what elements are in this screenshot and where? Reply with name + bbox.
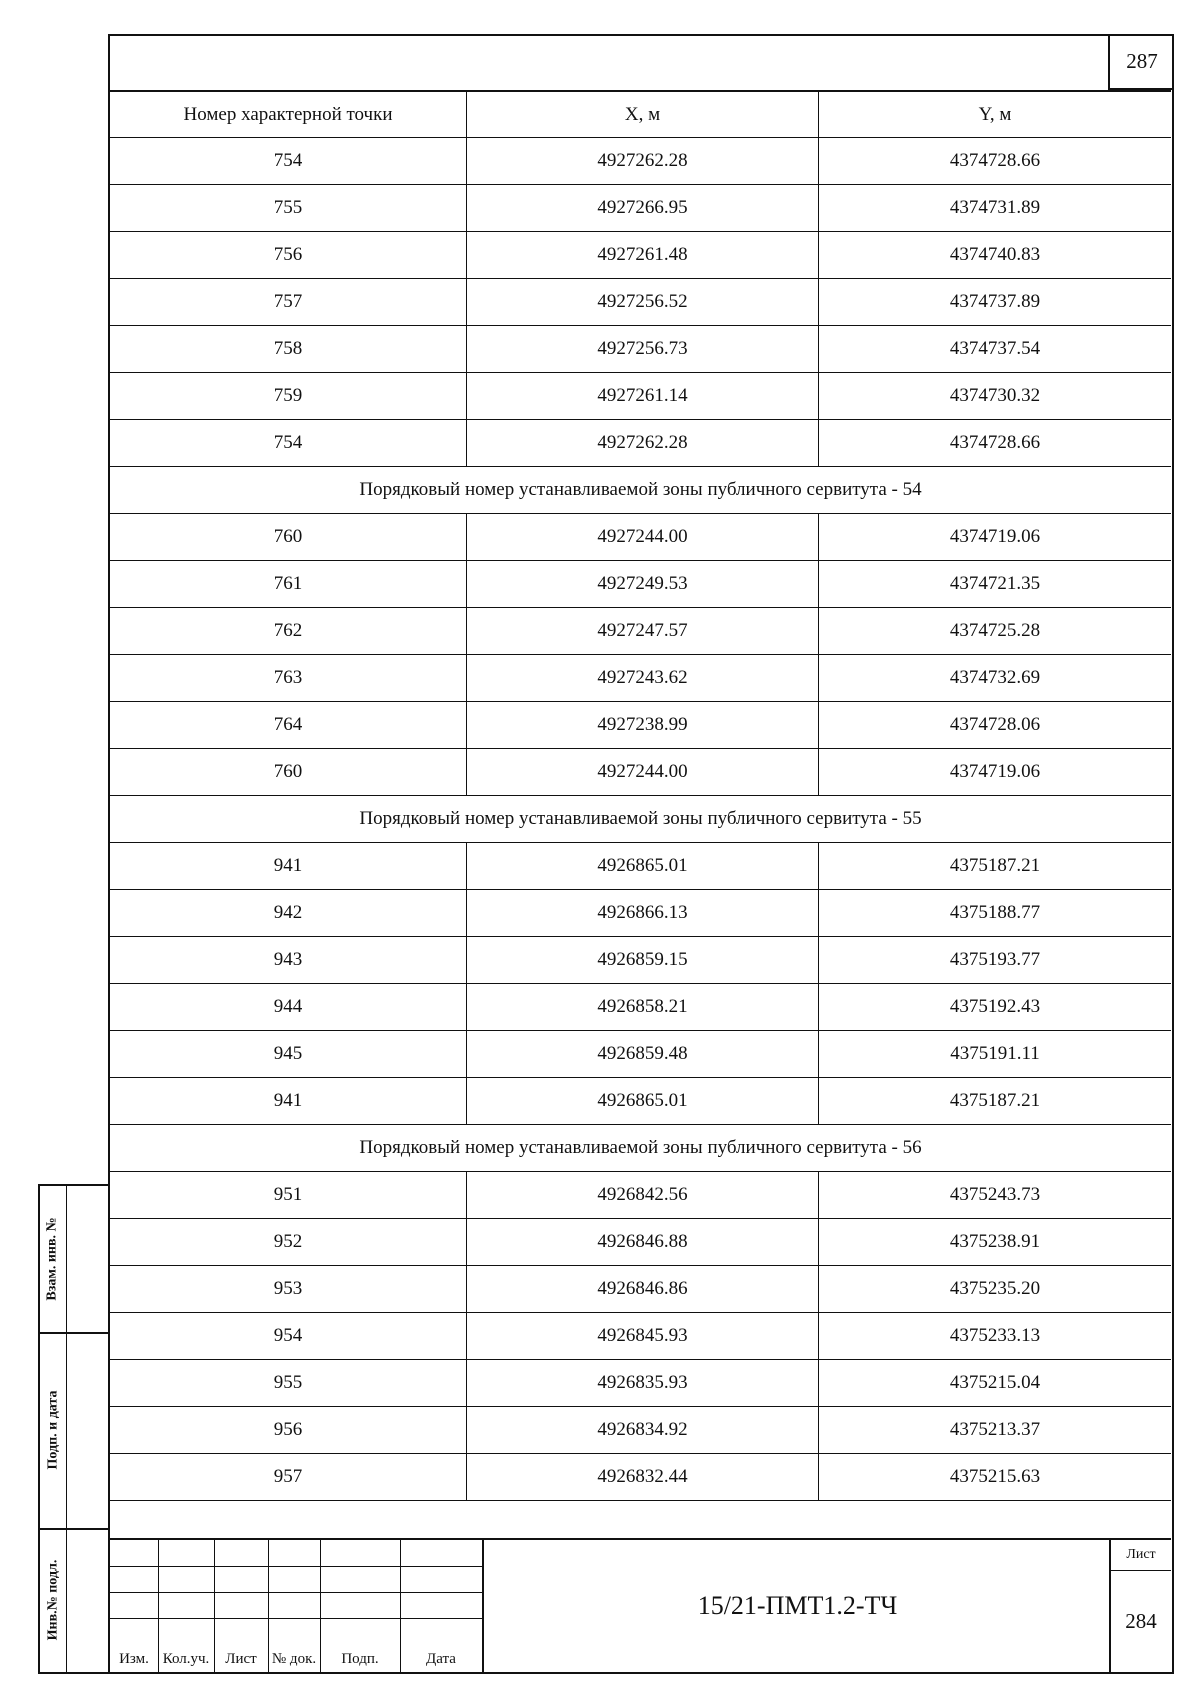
cell-x: 4926865.01: [466, 843, 818, 889]
drawing-frame: [108, 34, 1174, 1674]
cell-point-number: 957: [273, 1466, 303, 1487]
stamp-col-list: Лист: [225, 1651, 257, 1667]
cell-y: 4375188.77: [818, 890, 1171, 936]
header-point-number: Номер характерной точки: [183, 103, 393, 125]
cell-y: 4374728.06: [818, 702, 1171, 748]
cell-x: 4927256.73: [466, 326, 818, 372]
cell-x: 4926859.48: [466, 1031, 818, 1077]
cell-y: 4375191.11: [818, 1031, 1171, 1077]
cell-x: 4926859.15: [466, 937, 818, 983]
table-row: [110, 1030, 1171, 1077]
table-row: [110, 1453, 1171, 1500]
cell-point-number: 761: [273, 573, 303, 594]
cell-y: 4375193.77: [818, 937, 1171, 983]
cell-y: 4374732.69: [818, 655, 1171, 701]
cell-x: 4927256.52: [466, 279, 818, 325]
table-row: [110, 137, 1171, 184]
cell-x: 4927244.00: [466, 749, 818, 795]
table-row: [110, 278, 1171, 325]
stamp-col-izm: Изм.: [119, 1651, 149, 1667]
table-row: [110, 1406, 1171, 1453]
cell-point-number: 953: [273, 1278, 303, 1299]
table-row: [110, 1171, 1171, 1218]
side-label-text: Взам. инв. №: [45, 1217, 61, 1301]
table-header: [110, 90, 1171, 137]
section-row: [110, 466, 1171, 513]
stamp-col-doc-number: № док.: [271, 1651, 317, 1667]
cell-y: 4374737.54: [818, 326, 1171, 372]
title-block: [110, 1538, 1171, 1672]
cell-y: 4375243.73: [818, 1172, 1171, 1218]
cell-y: 4374728.66: [818, 420, 1171, 466]
table-row: [110, 419, 1171, 466]
table-row: [110, 889, 1171, 936]
cell-y: 4375187.21: [818, 1078, 1171, 1124]
cell-y: 4374721.35: [818, 561, 1171, 607]
cell-y: 4374740.83: [818, 232, 1171, 278]
cell-y: 4375235.20: [818, 1266, 1171, 1312]
table-row: [110, 513, 1171, 560]
cell-point-number: 758: [273, 338, 303, 359]
cell-point-number: 764: [273, 714, 303, 735]
cell-x: 4927247.57: [466, 608, 818, 654]
table-row: [110, 607, 1171, 654]
cell-point-number: 955: [273, 1372, 303, 1393]
cell-y: 4375215.63: [818, 1454, 1171, 1500]
coordinates-table: [110, 90, 1171, 1501]
cell-x: 4926834.92: [466, 1407, 818, 1453]
cell-y: 4375192.43: [818, 984, 1171, 1030]
section-row: [110, 795, 1171, 842]
table-row: [110, 1218, 1171, 1265]
revision-grid-line: [110, 1618, 482, 1619]
cell-x: 4927244.00: [466, 514, 818, 560]
side-stamp-divider: [66, 1186, 67, 1672]
side-label-vzam-inv: [40, 1186, 66, 1332]
cell-x: 4927261.14: [466, 373, 818, 419]
cell-y: 4374728.66: [818, 138, 1171, 184]
cell-point-number: 762: [273, 620, 303, 641]
cell-x: 4927249.53: [466, 561, 818, 607]
cell-x: 4927243.62: [466, 655, 818, 701]
cell-x: 4926846.86: [466, 1266, 818, 1312]
cell-point-number: 951: [273, 1184, 303, 1205]
sheet-number: 284: [1125, 1608, 1157, 1633]
cell-x: 4926858.21: [466, 984, 818, 1030]
table-row: [110, 184, 1171, 231]
table-row: [110, 842, 1171, 889]
table-row: [110, 1077, 1171, 1124]
cell-y: 4375238.91: [818, 1219, 1171, 1265]
document-code: 15/21-ПМТ1.2-ТЧ: [482, 1540, 1111, 1672]
table-row: [110, 1359, 1171, 1406]
cell-point-number: 756: [273, 244, 303, 265]
table-row: [110, 372, 1171, 419]
cell-x: 4926832.44: [466, 1454, 818, 1500]
table-row: [110, 936, 1171, 983]
cell-point-number: 942: [273, 902, 303, 923]
table-row: [110, 654, 1171, 701]
table-row: [110, 325, 1171, 372]
sheet-label: Лист: [1111, 1540, 1171, 1571]
cell-x: 4927238.99: [466, 702, 818, 748]
stamp-col-signature: Подп.: [341, 1651, 379, 1667]
stamp-col-date: Дата: [426, 1651, 456, 1667]
table-row: [110, 748, 1171, 795]
cell-x: 4926865.01: [466, 1078, 818, 1124]
cell-point-number: 943: [273, 949, 303, 970]
header-y: Y, м: [818, 92, 1171, 137]
revision-grid-line: [110, 1592, 482, 1593]
cell-point-number: 763: [273, 667, 303, 688]
table-row: [110, 701, 1171, 748]
section-title: Порядковый номер устанавливаемой зоны публичного сервитута - 55: [359, 808, 922, 829]
cell-y: 4375233.13: [818, 1313, 1171, 1359]
cell-x: 4927262.28: [466, 420, 818, 466]
table-row: [110, 1265, 1171, 1312]
side-label-inv-podl: [40, 1528, 66, 1672]
cell-y: 4374730.32: [818, 373, 1171, 419]
side-label-text: Подп. и дата: [45, 1390, 60, 1470]
cell-x: 4926846.88: [466, 1219, 818, 1265]
cell-x: 4927266.95: [466, 185, 818, 231]
cell-point-number: 757: [273, 291, 303, 312]
cell-point-number: 760: [273, 526, 303, 547]
cell-y: 4375215.04: [818, 1360, 1171, 1406]
cell-x: 4926866.13: [466, 890, 818, 936]
table-bottom-rule: [110, 1500, 1171, 1501]
cell-point-number: 944: [273, 996, 303, 1017]
cell-y: 4375187.21: [818, 843, 1171, 889]
cell-point-number: 941: [273, 1090, 303, 1111]
header-x: X, м: [466, 92, 818, 137]
side-label-podp-data: [40, 1332, 66, 1528]
section-title: Порядковый номер устанавливаемой зоны публичного сервитута - 54: [359, 479, 922, 500]
table-row: [110, 560, 1171, 607]
side-label-text: Инв.№ подл.: [45, 1559, 60, 1641]
cell-point-number: 956: [273, 1419, 303, 1440]
cell-x: 4927261.48: [466, 232, 818, 278]
cell-point-number: 754: [273, 150, 303, 171]
cell-y: 4374731.89: [818, 185, 1171, 231]
section-title: Порядковый номер устанавливаемой зоны публичного сервитута - 56: [359, 1137, 922, 1158]
cell-x: 4926842.56: [466, 1172, 818, 1218]
cell-point-number: 759: [273, 385, 303, 406]
side-stamp: [38, 1184, 108, 1674]
cell-x: 4926835.93: [466, 1360, 818, 1406]
cell-point-number: 760: [273, 761, 303, 782]
table-body: [110, 137, 1171, 1500]
table-row: [110, 983, 1171, 1030]
cell-point-number: 954: [273, 1325, 303, 1346]
cell-point-number: 945: [273, 1043, 303, 1064]
cell-point-number: 755: [273, 197, 303, 218]
table-row: [110, 1312, 1171, 1359]
cell-y: 4375213.37: [818, 1407, 1171, 1453]
revision-grid-line: [110, 1566, 482, 1567]
cell-y: 4374719.06: [818, 514, 1171, 560]
stamp-col-kol-uch: Кол.уч.: [162, 1651, 210, 1667]
cell-x: 4926845.93: [466, 1313, 818, 1359]
cell-y: 4374725.28: [818, 608, 1171, 654]
cell-y: 4374719.06: [818, 749, 1171, 795]
cell-point-number: 952: [273, 1231, 303, 1252]
cell-point-number: 754: [273, 432, 303, 453]
cell-x: 4927262.28: [466, 138, 818, 184]
section-row: [110, 1124, 1171, 1171]
table-row: [110, 231, 1171, 278]
cell-point-number: 941: [273, 855, 303, 876]
revision-grid: [110, 1540, 482, 1672]
page-number: 287: [1108, 34, 1174, 90]
sheet-box: [1109, 1540, 1171, 1672]
cell-y: 4374737.89: [818, 279, 1171, 325]
